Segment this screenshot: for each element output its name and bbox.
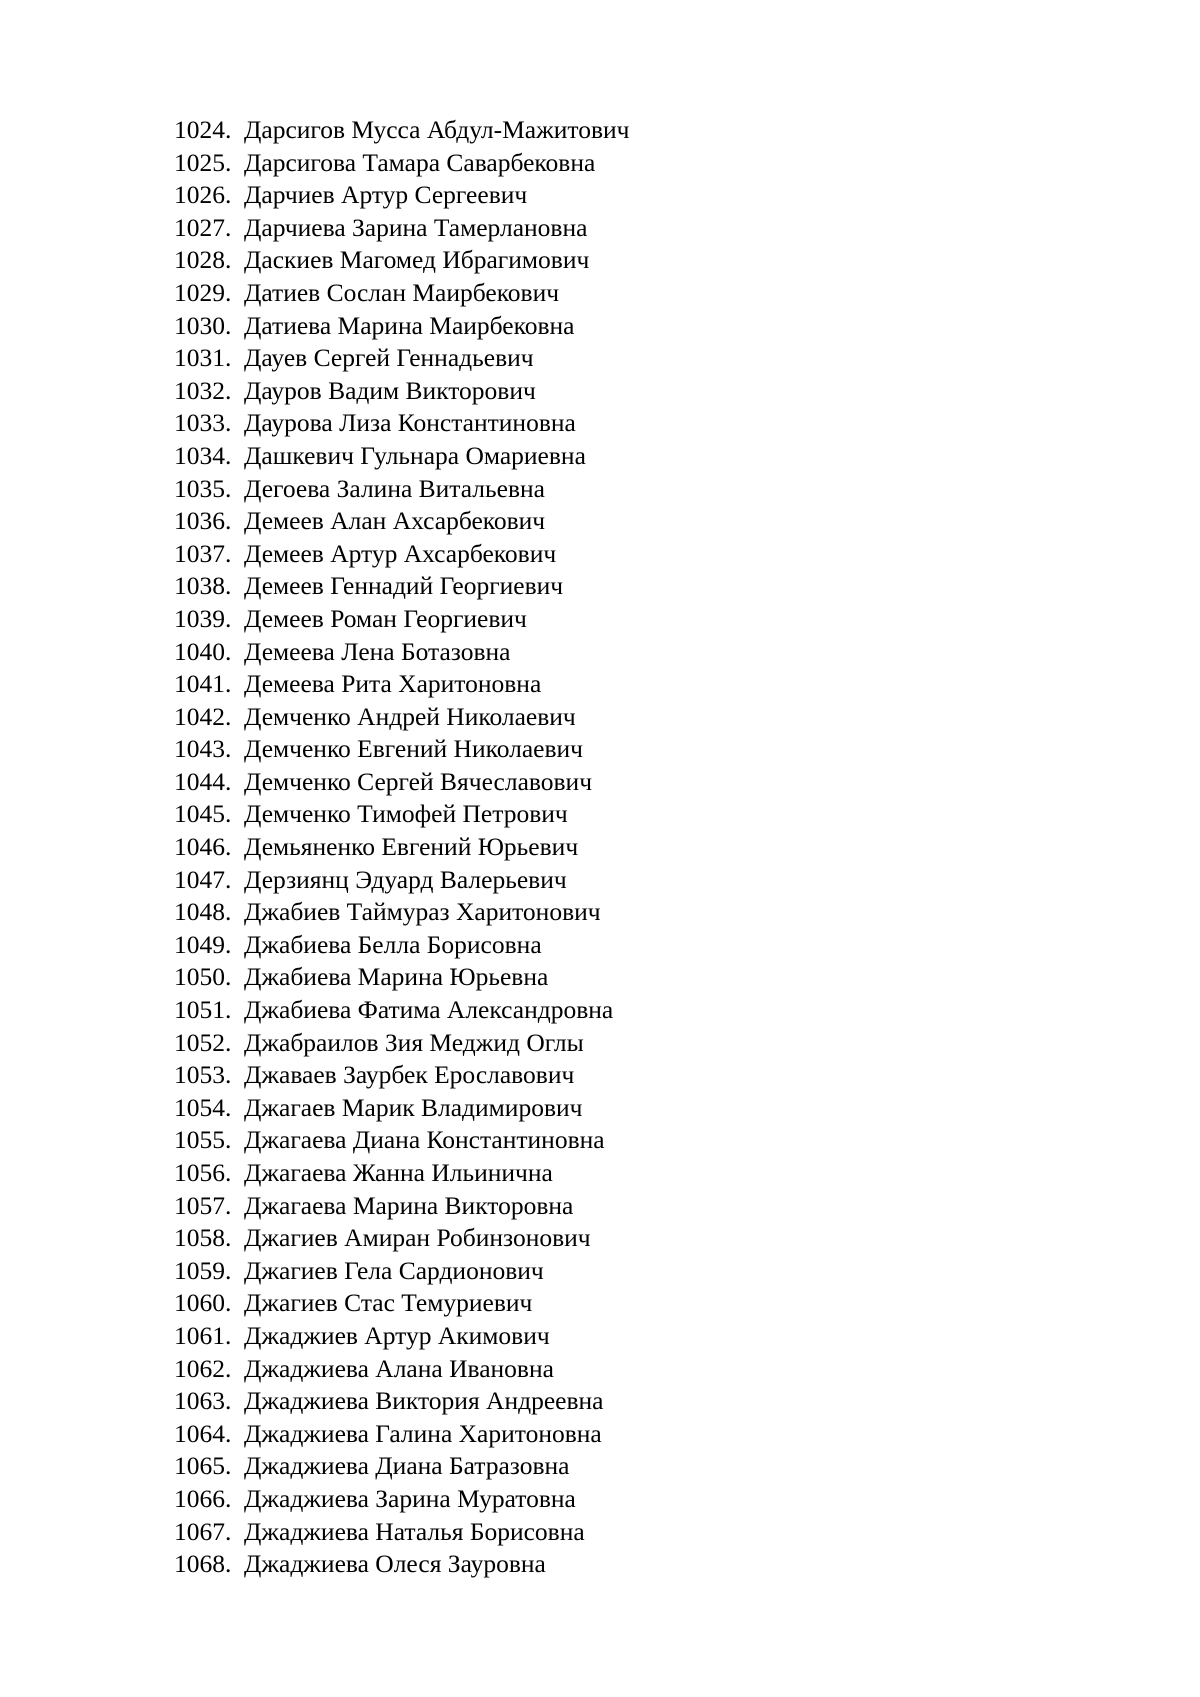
entry-name: Демеева Рита Харитоновна bbox=[244, 669, 542, 699]
entry-name: Даскиев Магомед Ибрагимович bbox=[244, 245, 590, 275]
entry-name: Джабиева Марина Юрьевна bbox=[244, 962, 549, 992]
entry-number: 1033. bbox=[174, 408, 232, 438]
entry-number: 1034. bbox=[174, 440, 232, 470]
entry-number: 1030. bbox=[174, 310, 232, 340]
entry-name: Демченко Сергей Вячеславович bbox=[244, 766, 593, 796]
entry-name: Датиев Сослан Маирбекович bbox=[244, 277, 560, 307]
entry-number: 1025. bbox=[174, 147, 232, 177]
list-item bbox=[174, 473, 629, 506]
entry-name: Джаджиев Артур Акимович bbox=[244, 1320, 550, 1350]
list-item bbox=[174, 1190, 629, 1223]
list-item bbox=[174, 896, 629, 929]
entry-number: 1046. bbox=[174, 832, 232, 862]
list-item bbox=[174, 733, 629, 766]
entry-name: Дауев Сергей Геннадьевич bbox=[244, 343, 534, 373]
entry-name: Дарчиева Зарина Тамерлановна bbox=[244, 212, 588, 242]
entry-name: Джаваев Заурбек Ерославович bbox=[244, 1060, 575, 1090]
entry-number: 1041. bbox=[174, 669, 232, 699]
entry-name: Датиева Марина Маирбековна bbox=[244, 310, 575, 340]
entry-number: 1064. bbox=[174, 1418, 232, 1448]
entry-number: 1028. bbox=[174, 245, 232, 275]
entry-number: 1060. bbox=[174, 1288, 232, 1318]
list-item bbox=[174, 1483, 629, 1516]
list-item bbox=[174, 1287, 629, 1320]
list-item bbox=[174, 961, 629, 994]
entry-number: 1066. bbox=[174, 1483, 232, 1513]
list-item bbox=[174, 570, 629, 603]
entry-name: Демеев Геннадий Георгиевич bbox=[244, 571, 564, 601]
entry-number: 1051. bbox=[174, 995, 232, 1025]
entry-number: 1068. bbox=[174, 1549, 232, 1579]
entry-name: Джаджиева Наталья Борисовна bbox=[244, 1516, 585, 1546]
list-item bbox=[174, 147, 629, 180]
list-item bbox=[174, 1255, 629, 1288]
entry-number: 1029. bbox=[174, 277, 232, 307]
list-item bbox=[174, 864, 629, 897]
list-item bbox=[174, 440, 629, 473]
entry-name: Джабиев Таймураз Харитонович bbox=[244, 897, 601, 927]
list-item bbox=[174, 668, 629, 701]
entry-number: 1035. bbox=[174, 473, 232, 503]
entry-name: Демченко Евгений Николаевич bbox=[244, 734, 583, 764]
entry-name: Демеев Артур Ахсарбекович bbox=[244, 538, 557, 568]
entry-name: Джаджиева Диана Батразовна bbox=[244, 1451, 570, 1481]
list-item bbox=[174, 1124, 629, 1157]
entry-number: 1067. bbox=[174, 1516, 232, 1546]
list-item bbox=[174, 831, 629, 864]
entry-name: Дашкевич Гульнара Омариевна bbox=[244, 440, 586, 470]
list-item bbox=[174, 994, 629, 1027]
list-item bbox=[174, 1092, 629, 1125]
entry-number: 1058. bbox=[174, 1223, 232, 1253]
entry-number: 1045. bbox=[174, 799, 232, 829]
entry-number: 1039. bbox=[174, 603, 232, 633]
entry-name: Джагаева Жанна Ильинична bbox=[244, 1158, 553, 1187]
entry-name: Джабиева Фатима Александровна bbox=[244, 995, 614, 1025]
entry-number: 1062. bbox=[174, 1353, 232, 1383]
entry-number: 1044. bbox=[174, 766, 232, 796]
entry-name: Дарсигова Тамара Саварбековна bbox=[244, 147, 596, 177]
entry-number: 1052. bbox=[174, 1027, 232, 1057]
entry-number: 1065. bbox=[174, 1451, 232, 1481]
entry-number: 1063. bbox=[174, 1386, 232, 1416]
entry-number: 1053. bbox=[174, 1060, 232, 1090]
entry-name: Демеев Алан Ахсарбекович bbox=[244, 506, 546, 536]
entry-name: Джаджиева Зарина Муратовна bbox=[244, 1483, 576, 1513]
entry-name: Дерзиянц Эдуард Валерьевич bbox=[244, 864, 567, 894]
list-item bbox=[174, 342, 629, 375]
list-item bbox=[174, 603, 629, 636]
entry-name: Джаджиева Виктория Андреевна bbox=[244, 1386, 604, 1416]
list-item bbox=[174, 1222, 629, 1255]
entry-number: 1049. bbox=[174, 929, 232, 959]
entry-name: Дарсигов Мусса Абдул-Мажитович bbox=[244, 115, 630, 144]
entry-number: 1054. bbox=[174, 1092, 232, 1122]
entry-number: 1026. bbox=[174, 180, 232, 210]
entry-number: 1042. bbox=[174, 701, 232, 731]
list-item bbox=[174, 538, 629, 571]
entry-number: 1048. bbox=[174, 897, 232, 927]
entry-number: 1040. bbox=[174, 636, 232, 666]
entry-number: 1027. bbox=[174, 212, 232, 242]
list-item bbox=[174, 310, 629, 343]
list-item bbox=[174, 1353, 629, 1386]
list-item bbox=[174, 1385, 629, 1418]
entry-number: 1050. bbox=[174, 962, 232, 992]
entry-name: Джагаев Марик Владимирович bbox=[244, 1092, 583, 1122]
entry-name: Джагиев Стас Темуриевич bbox=[244, 1288, 533, 1318]
list-item bbox=[174, 244, 629, 277]
list-item bbox=[174, 1450, 629, 1483]
entry-name: Демеев Роман Георгиевич bbox=[244, 603, 527, 633]
entry-number: 1024. bbox=[174, 115, 232, 144]
entry-name: Джаджиева Олеся Зауровна bbox=[244, 1549, 546, 1579]
list-item bbox=[174, 1157, 629, 1190]
list-item bbox=[174, 1516, 629, 1549]
entry-number: 1047. bbox=[174, 864, 232, 894]
entry-number: 1032. bbox=[174, 375, 232, 405]
entry-name: Джагиев Гела Сардионович bbox=[244, 1255, 544, 1285]
list-item bbox=[174, 798, 629, 831]
entry-name: Джабиева Белла Борисовна bbox=[244, 929, 542, 959]
entry-name: Демченко Андрей Николаевич bbox=[244, 701, 576, 731]
list-item bbox=[174, 701, 629, 734]
entry-name: Джабраилов Зия Меджид Оглы bbox=[244, 1027, 584, 1057]
entry-name: Джаджиева Алана Ивановна bbox=[244, 1353, 554, 1383]
list-item bbox=[174, 407, 629, 440]
entry-number: 1057. bbox=[174, 1190, 232, 1220]
list-item bbox=[174, 179, 629, 212]
list-item bbox=[174, 929, 629, 962]
entry-name: Джагиев Амиран Робинзонович bbox=[244, 1223, 591, 1253]
entry-number: 1036. bbox=[174, 506, 232, 536]
entry-name: Джагаева Диана Константиновна bbox=[244, 1125, 605, 1155]
entry-name: Джагаева Марина Викторовна bbox=[244, 1190, 574, 1220]
entry-number: 1038. bbox=[174, 571, 232, 601]
entry-name: Демьяненко Евгений Юрьевич bbox=[244, 832, 579, 862]
entry-number: 1059. bbox=[174, 1255, 232, 1285]
entry-name: Дауров Вадим Викторович bbox=[244, 375, 536, 405]
entry-number: 1055. bbox=[174, 1125, 232, 1155]
entry-name: Даурова Лиза Константиновна bbox=[244, 408, 576, 438]
entry-number: 1061. bbox=[174, 1320, 232, 1350]
list-item bbox=[174, 505, 629, 538]
list-item bbox=[174, 1059, 629, 1092]
list-item bbox=[174, 375, 629, 408]
list-item bbox=[174, 212, 629, 245]
list-item bbox=[174, 1418, 629, 1451]
entry-name: Демченко Тимофей Петрович bbox=[244, 799, 568, 829]
entry-number: 1037. bbox=[174, 538, 232, 568]
list-item bbox=[174, 1548, 629, 1581]
name-list bbox=[174, 114, 629, 1581]
entry-name: Демеева Лена Ботазовна bbox=[244, 636, 511, 666]
list-item bbox=[174, 636, 629, 669]
list-item bbox=[174, 1027, 629, 1060]
entry-number: 1031. bbox=[174, 343, 232, 373]
entry-name: Дарчиев Артур Сергеевич bbox=[244, 180, 528, 210]
list-item bbox=[174, 766, 629, 799]
list-item bbox=[174, 277, 629, 310]
entry-name: Джаджиева Галина Харитоновна bbox=[244, 1418, 602, 1448]
entry-number: 1056. bbox=[174, 1158, 232, 1187]
list-item bbox=[174, 114, 629, 147]
entry-name: Дегоева Залина Витальевна bbox=[244, 473, 545, 503]
entry-number: 1043. bbox=[174, 734, 232, 764]
list-item bbox=[174, 1320, 629, 1353]
